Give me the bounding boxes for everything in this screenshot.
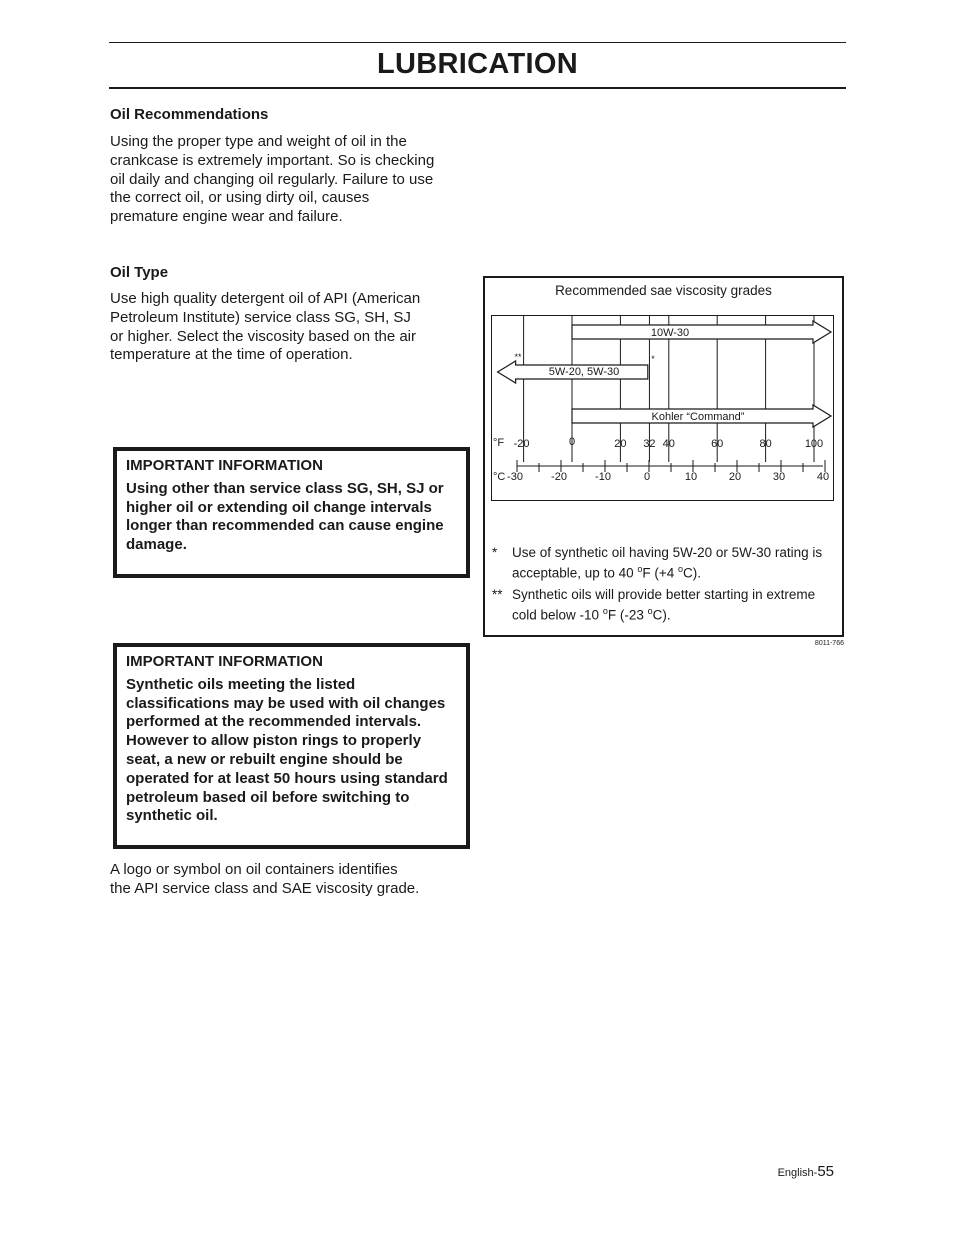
celsius-tick-label: 20	[728, 471, 742, 483]
fahrenheit-tick-label: 80	[759, 438, 772, 450]
celsius-tick-label: 10	[684, 471, 698, 483]
chart-plot-area	[491, 315, 834, 501]
range-arrow-10w30	[572, 321, 831, 343]
oil-recommendations-heading: Oil Recommendations	[110, 106, 269, 123]
important-info-text: Using other than service class SG, SH, SJ or higher oil or extending oil change intervals longer than recommended can cause engine damage.	[126, 479, 444, 554]
important-info-title: IMPORTANT INFORMATION	[126, 653, 323, 670]
series-label-kohler-command: Kohler “Command”	[651, 411, 745, 423]
important-info-text: Synthetic oils meeting the listed classifications may be used with oil changes performed at the recommended intervals. However to allow piston rings to properly seat, a new or rebuilt engine should be operated for at least 50 hours using standard petroleum based oil before switching to synthetic oil.	[126, 675, 448, 825]
page-number: English-55	[777, 1163, 834, 1180]
fahrenheit-tick-label: 0	[568, 436, 576, 448]
double-star-marker: **	[514, 352, 522, 362]
footnote-mark: **	[492, 587, 503, 602]
chart-title: Recommended sae viscosity grades	[555, 283, 772, 298]
footnote-mark: *	[492, 545, 498, 560]
footnote-text: Use of synthetic oil having 5W-20 or 5W-30 rating is acceptable, up to 40 $^o$F (+4 $^o$C).	[512, 545, 823, 581]
fahrenheit-tick-label: 60	[711, 438, 724, 450]
important-info-box-1	[113, 447, 470, 578]
viscosity-chart-figure	[483, 276, 844, 647]
celsius-tick-label: 30	[772, 471, 786, 483]
logo-note-text: A logo or symbol on oil containers identifies the API service class and SAE viscosity grade.	[110, 861, 420, 897]
celsius-tick-label: 40	[816, 471, 830, 483]
single-star-marker: *	[651, 354, 655, 364]
oil-type-text: Use high quality detergent oil of API (American Petroleum Institute) service class SG, SH, SJ or higher. Select the viscosity based on the air temperature at the time of operation.	[110, 290, 421, 364]
series-label-10w30: 10W-30	[650, 327, 690, 339]
oil-type-heading: Oil Type	[110, 264, 169, 281]
important-info-box-2	[113, 643, 470, 849]
footnote-double-star	[492, 586, 837, 624]
footnote-single-star	[492, 544, 837, 582]
title-top-rule	[109, 42, 846, 43]
celsius-unit-label: °C	[493, 471, 506, 483]
oil-recommendations-text: Using the proper type and weight of oil in the crankcase is extremely important. So is checking oil daily and changing oil regularly. Failure to use the correct oil, or using dirty oil, causes premature engine wear and failure.	[110, 133, 435, 226]
fahrenheit-tick-label: 20	[614, 438, 627, 450]
fahrenheit-tick-label: 40	[662, 438, 675, 450]
celsius-tick-label: -30	[507, 471, 523, 483]
page-title: LUBRICATION	[377, 48, 578, 80]
fahrenheit-tick-label: 32	[643, 438, 656, 450]
series-label-5w20-5w30: 5W-20, 5W-30	[548, 366, 620, 378]
fahrenheit-tick-label: -20	[513, 438, 530, 450]
footnote-text: Synthetic oils will provide better starting in extreme cold below -10 $^o$F (-23 $^o$C).	[512, 587, 816, 623]
celsius-tick-label: 0	[643, 471, 651, 483]
important-info-title: IMPORTANT INFORMATION	[126, 457, 323, 474]
viscosity-range-chart	[492, 316, 833, 500]
figure-id: 8011-766	[814, 640, 844, 647]
title-bottom-rule	[109, 87, 846, 89]
fahrenheit-unit-label: °F	[493, 437, 505, 449]
celsius-tick-label: -10	[595, 471, 611, 483]
fahrenheit-tick-label: 100	[804, 438, 824, 450]
celsius-tick-label: -20	[551, 471, 567, 483]
